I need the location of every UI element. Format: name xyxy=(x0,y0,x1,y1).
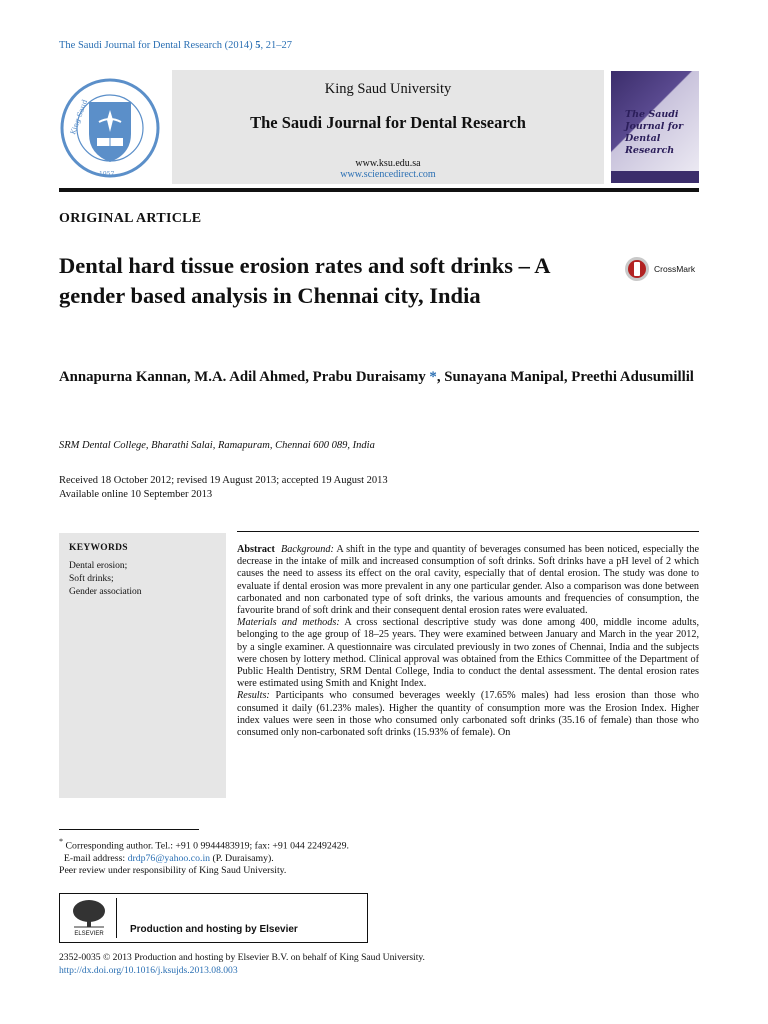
available-online: Available online 10 September 2013 xyxy=(59,489,213,500)
article-title: Dental hard tissue erosion rates and soft drinks – A gender based analysis in Chennai city, India xyxy=(59,253,550,308)
header-rule xyxy=(59,188,699,192)
university-name: King Saud University xyxy=(324,81,452,97)
crossmark-label[interactable]: CrossMark xyxy=(654,264,696,274)
hosting-label: Production and hosting by Elsevier xyxy=(130,924,298,935)
methods-text: A cross sectional descriptive study was done among 400, middle income adults, belonging to the age group of 18–25 years. They were examined between January and March in the year 2012, by a single examiner. A questionnaire was circulated previously in two zones of Chennai, India and the subjects were chosen by lottery method. Clinical approval was obtained from the Ethics Committee of the Department of Public Health Dentistry, SRM Dental College, India to conduct the dental assessment. The dental erosion rates were estimated using Smith and Knight Index. xyxy=(237,617,700,690)
elsevier-wordmark: ELSEVIER xyxy=(74,931,104,937)
svg-text:King Saud: King Saud xyxy=(69,98,90,136)
cover-line: The Saudi xyxy=(625,109,679,120)
abstract-results xyxy=(237,690,699,739)
keyword-item: Dental erosion; xyxy=(69,561,128,571)
journal-title: The Saudi Journal for Dental Research xyxy=(250,113,526,132)
footnote-star: * xyxy=(59,837,64,846)
cover-footer-bar xyxy=(611,171,699,183)
article-type: ORIGINAL ARTICLE xyxy=(59,211,202,226)
sciencedirect-url-link[interactable]: www.sciencedirect.com xyxy=(340,169,436,180)
cover-title xyxy=(625,109,695,157)
keywords-list xyxy=(69,560,142,599)
background-label: Background: xyxy=(281,544,334,555)
abstract-background xyxy=(237,544,699,617)
email-label: E-mail address: xyxy=(63,852,128,864)
keywords-heading: KEYWORDS xyxy=(69,543,128,553)
abstract-label: Abstract xyxy=(237,544,275,555)
corresponding-author-note xyxy=(59,836,369,853)
received-dates: Received 18 October 2012; revised 19 August 2013; accepted 19 August 2013 xyxy=(59,475,388,486)
journal-cover-image xyxy=(611,71,699,183)
king-saud-university-logo xyxy=(59,72,161,184)
abstract xyxy=(237,544,699,739)
citation-volume: 5 xyxy=(255,40,261,51)
elsevier-tree-logo xyxy=(66,897,112,937)
copyright-line: 2352-0035 © 2013 Production and hosting by Elsevier B.V. on behalf of King Saud University. xyxy=(59,952,425,963)
copyright-block xyxy=(59,951,425,977)
email-link[interactable]: drdp76@yahoo.co.in xyxy=(127,852,211,864)
doi-link[interactable]: http://dx.doi.org/10.1016/j.ksujds.2013.08.003 xyxy=(59,965,238,976)
ksu-url-link[interactable]: www.ksu.edu.sa xyxy=(355,158,421,169)
background-text: A shift in the type and quantity of beverages consumed has been noticed, especially the decrease in the intake of milk and increased consumption of soft drinks. Soft drinks have a pH level of 2 which causes the need to assess its effect on the oral cavity, especially that of dental erosion. The study was done to evaluate if dental erosion was more prevalent in any one particular gender. Also a comparison was done between carbonated and non carbonated type of soft drinks, the various amounts and frequencies of consumption, the favourite brand of soft drink and their consequent dental erosion rates were evaluated. xyxy=(237,544,700,617)
footnotes xyxy=(59,836,369,878)
publisher-divider xyxy=(116,898,117,938)
keyword-item: Gender association xyxy=(69,587,142,597)
results-text: Participants who consumed beverages weekly (17.65% males) had less erosion than those who consumed it daily (61.23% males). Higher the quantity of consumption more was the Erosion Index. Higher index values were seen in those who consumed only carbonated soft drinks (35.16 of female) than those who consumed only non-carbonated soft drinks (15.93% of female). On xyxy=(237,690,699,739)
authors-part: Annapurna Kannan, M.A. Adil Ahmed, Prabu Duraisamy xyxy=(59,369,430,385)
corresponding-author-marker[interactable]: * xyxy=(429,369,437,385)
footnote-rule xyxy=(59,829,199,830)
cover-line: Research xyxy=(625,145,675,156)
svg-text:1957: 1957 xyxy=(99,171,115,178)
authors-part: , Sunayana Manipal, Preethi Adusumillil xyxy=(436,369,694,385)
email-note xyxy=(59,853,369,866)
affiliation: SRM Dental College, Bharathi Salai, Ramapuram, Chennai 600 089, India xyxy=(59,440,375,451)
abstract-rule xyxy=(237,531,699,532)
journal-citation[interactable] xyxy=(59,40,292,51)
keyword-item: Soft drinks; xyxy=(69,574,114,584)
cover-line: Dental xyxy=(625,133,661,144)
author-list xyxy=(59,367,699,388)
peer-review-note: Peer review under responsibility of King Saud University. xyxy=(59,865,287,877)
methods-label: Materials and methods: xyxy=(237,617,340,629)
abstract-methods xyxy=(237,617,699,690)
results-label: Results: xyxy=(237,690,270,702)
email-suffix: (P. Duraisamy). xyxy=(210,852,274,864)
corresponding-contact: Corresponding author. Tel.: +91 0 9944483919; fax: +91 044 22492429. xyxy=(63,840,349,852)
citation-pages: , 21–27 xyxy=(260,40,292,51)
cover-line: Journal for xyxy=(625,121,684,132)
citation-journal: The Saudi Journal for Dental Research (2014) xyxy=(59,40,256,51)
article-dates xyxy=(59,474,388,502)
